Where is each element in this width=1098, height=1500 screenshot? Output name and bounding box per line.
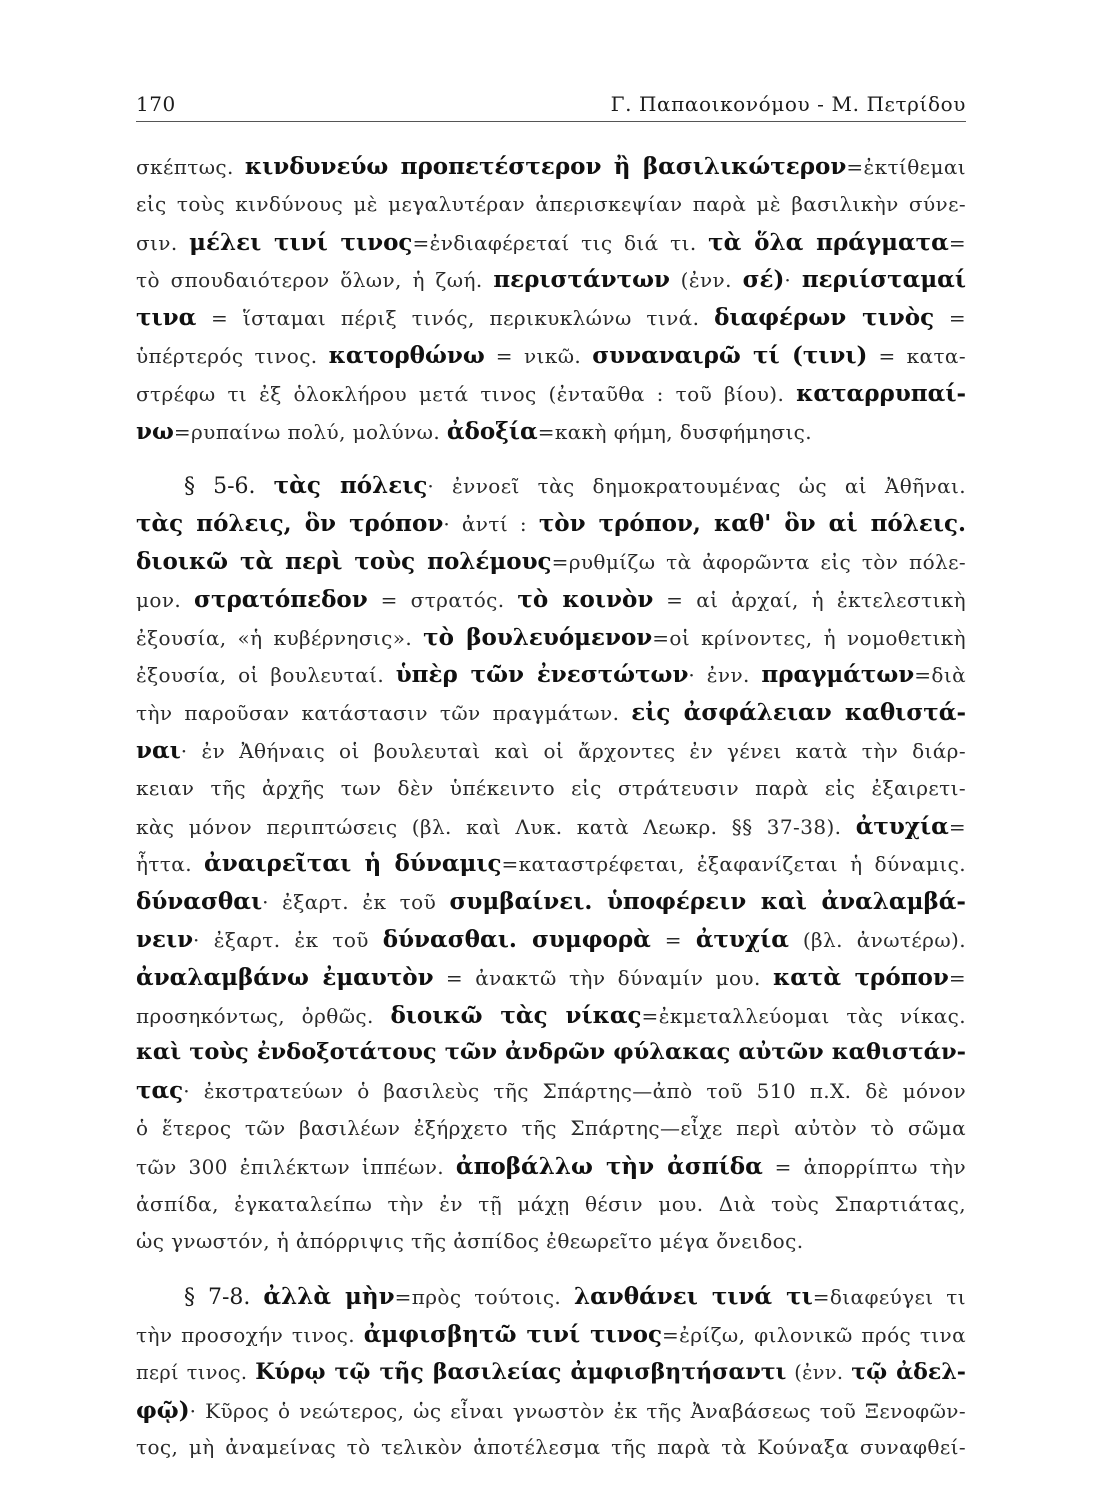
lemma-term: εἰς ἀσφάλειαν καθιστά- <box>631 699 966 727</box>
gloss-text: = <box>934 306 966 331</box>
paragraph-gap <box>136 1261 966 1278</box>
text-line <box>136 1186 966 1224</box>
gloss-text: = <box>948 814 966 839</box>
text-line <box>136 1034 966 1072</box>
text-line <box>136 619 966 657</box>
text-line <box>136 543 966 581</box>
lemma-term: διαφέρων τινὸς <box>714 304 935 332</box>
gloss-text: εἰς τοὺς κινδύνους μὲ μεγαλυτέραν ἀπερισκεψίαν παρὰ μὲ βασιλικὴν σύνε- <box>136 191 966 216</box>
gloss-text: = νικῶ. <box>484 343 593 368</box>
lemma-term: τῷ ἀδελ- <box>851 1358 966 1385</box>
gloss-text: =ρυπαίνω πολύ, μολύνω. <box>173 419 447 444</box>
lemma-term: ἀλλὰ μὴν <box>263 1283 395 1311</box>
lemma-term: δύνασθαι. συμφορὰ <box>382 925 651 953</box>
text-line <box>136 337 966 375</box>
lemma-term: καταρρυπαί- <box>796 379 966 407</box>
text-line <box>136 148 966 186</box>
gloss-text: = ἵσταμαι πέριξ τινός, περικυκλώνω τινά. <box>196 306 715 331</box>
lemma-term: δύνασθαι <box>136 888 263 916</box>
lemma-term: Κύρῳ τῷ τῆς βασιλείας ἀμφισβητήσαντι <box>255 1358 787 1385</box>
gloss-text: · <box>784 268 802 293</box>
text-line <box>136 299 966 337</box>
lemma-term: περιίσταμαί <box>801 266 966 294</box>
text-line <box>136 581 966 619</box>
gloss-text: = ἀνακτῶ τὴν δύναμίν μου. <box>433 965 773 990</box>
gloss-text: = ἀπορρίπτω τὴν <box>762 1154 966 1179</box>
lemma-term: διοικῶ τὰς νίκας <box>390 1001 642 1029</box>
text-line <box>136 467 966 505</box>
gloss-text: ὡς γνωστόν, ἡ ἀπόρριψις τῆς ἀσπίδος ἐθεωρεῖτο μέγα ὄνειδος. <box>136 1229 804 1254</box>
gloss-text: = <box>948 965 966 990</box>
paragraph-gap <box>136 450 966 467</box>
text-line <box>136 1278 966 1316</box>
text-line <box>136 921 966 959</box>
gloss-text: στρέφω τι ἐξ ὁλοκλήρου μετά τινος (ἐνταῦθα : τοῦ βίου). <box>136 381 797 406</box>
lemma-term: διοικῶ τὰ περὶ τοὺς πολέμους <box>136 547 552 575</box>
lemma-term: συναναιρῶ τί (τινι) <box>592 341 868 369</box>
lemma-term: κινδυνεύω προπετέστερον ἢ βασιλικώτερον <box>244 153 847 180</box>
lemma-term: σέ) <box>742 266 785 294</box>
gloss-text: · ἐξαρτ. ἐκ τοῦ <box>193 927 383 952</box>
gloss-text: =διαφεύγει τι <box>812 1285 966 1310</box>
gloss-text: (ἐνν. <box>786 1360 852 1384</box>
text-line <box>136 959 966 997</box>
lemma-term: τινα <box>136 304 197 332</box>
gloss-text: ἐξουσία, «ἡ κυβέρνησις». <box>136 625 424 650</box>
gloss-text: (ἐνν. <box>669 268 743 293</box>
lemma-term: ὑπὲρ τῶν ἐνεστώτων <box>395 661 689 689</box>
gloss-text: = στρατός. <box>367 587 518 612</box>
lemma-term: ἀποβάλλω τὴν ἀσπίδα <box>455 1152 763 1180</box>
lemma-term: μέλει τινί τινος <box>189 228 413 256</box>
gloss-text: τος, μὴ ἀναμείνας τὸ τελικὸν ἀποτέλεσμα τῆς παρὰ τὰ Κούναξα συναφθεί- <box>136 1435 966 1460</box>
lemma-term: λανθάνει τινά τι <box>573 1283 813 1311</box>
gloss-text: κὰς μόνον περιπτώσεις (βλ. καὶ Λυκ. κατὰ Λεωκρ. §§ 37-38). <box>136 814 856 839</box>
text-line <box>136 375 966 413</box>
lemma-term: τὸ κοινὸν <box>517 585 654 613</box>
gloss-text: =ἐκτίθεμαι <box>846 155 966 179</box>
gloss-text: σιν. <box>136 230 190 255</box>
text-line <box>136 732 966 770</box>
text-line <box>136 770 966 808</box>
text-line <box>136 845 966 883</box>
text-line <box>136 883 966 921</box>
gloss-text: · ἐκστρατεύων ὁ βασιλεὺς τῆς Σπάρτης—ἀπὸ τοῦ 510 π.Χ. δὲ μόνον <box>183 1079 966 1104</box>
lemma-term: συμβαίνει. ὑποφέρειν καὶ ἀναλαμβά- <box>449 888 966 916</box>
lemma-term: στρατόπεδον <box>194 585 368 613</box>
lemma-term: ἀναλαμβάνω ἐμαυτὸν <box>136 963 434 991</box>
text-line <box>136 1354 966 1392</box>
text-line <box>136 505 966 543</box>
gloss-text: · Κῦρος ὁ νεώτερος, ὡς εἶναι γνωστὸν ἐκ τῆς Ἀναβάσεως τοῦ Ξενοφῶν- <box>189 1398 966 1423</box>
text-line <box>136 656 966 694</box>
text-line <box>136 808 966 846</box>
gloss-text: = <box>948 230 966 255</box>
lemma-term: ἀμφισβητῶ τινί τινος <box>363 1320 662 1348</box>
gloss-text: =οἱ κρίνοντες, ἡ νομοθετικὴ <box>652 625 966 650</box>
gloss-text: ὑπέρτερός τινος. <box>136 343 329 368</box>
gloss-text: · ἐξαρτ. ἐκ τοῦ <box>262 890 450 915</box>
gloss-text: =πρὸς τούτοις. <box>394 1285 574 1310</box>
gloss-text: =κακὴ φήμη, δυσφήμησις. <box>537 419 813 444</box>
text-line <box>136 1429 966 1467</box>
text-line <box>136 224 966 262</box>
lemma-term: κατορθώνω <box>328 341 485 369</box>
lemma-term: ἀδοξία <box>446 417 538 445</box>
gloss-text: ὁ ἕτερος τῶν βασιλέων ἐξήρχετο τῆς Σπάρτης—εἶχε περὶ αὐτὸν τὸ σῶμα <box>136 1115 966 1140</box>
gloss-text: = κατα- <box>867 343 966 368</box>
gloss-text: · ἀντί : <box>443 512 539 537</box>
header-rule <box>136 121 966 122</box>
lemma-term: νω <box>136 417 174 445</box>
gloss-text: σκέπτως. <box>136 155 245 179</box>
lemma-term: τας <box>136 1077 184 1105</box>
lemma-term: νειν <box>136 925 194 953</box>
text-line <box>136 1316 966 1354</box>
page-header <box>136 88 966 120</box>
lemma-term: κατὰ τρόπον <box>772 963 949 991</box>
gloss-text: · ἐν Ἀθήναις οἱ βουλευταὶ καὶ οἱ ἄρχοντες ἐν γένει κατὰ τὴν διάρ- <box>180 738 966 763</box>
gloss-text: · ἐννοεῖ τὰς δημοκρατουμένας ὡς αἱ Ἀθῆναι. <box>427 474 966 499</box>
lemma-term: ἀτυχία <box>695 925 789 953</box>
text-line <box>136 1110 966 1148</box>
section-number: § 5-6. <box>184 474 274 500</box>
page-number: 170 <box>136 92 176 116</box>
gloss-text: =ρυθμίζω τὰ ἀφορῶντα εἰς τὸν πόλε- <box>551 549 966 574</box>
lemma-term: περιστάντων <box>493 266 670 294</box>
lemma-term: τὰ ὅλα πράγματα <box>708 228 949 256</box>
gloss-text: =ἐνδιαφέρεταί τις διά τι. <box>412 230 709 255</box>
lemma-term: ἀναιρεῖται ἡ δύναμις <box>204 850 502 878</box>
gloss-text: ἀσπίδα, ἐγκαταλείπω τὴν ἐν τῇ μάχῃ θέσιν μου. Διὰ τοὺς Σπαρτιάτας, <box>136 1191 966 1216</box>
lemma-term: τὰς πόλεις <box>273 472 428 500</box>
gloss-text: ἐξουσία, οἱ βουλευταί. <box>136 663 396 688</box>
text-line <box>136 1148 966 1186</box>
gloss-text: τὸ σπουδαιότερον ὅλων, ἡ ζωή. <box>136 268 494 293</box>
gloss-text: περί τινος. <box>136 1360 256 1384</box>
lemma-term: τὸν τρόπον, καθ' ὃν αἱ πόλεις. <box>538 510 966 538</box>
text-line <box>136 1392 966 1430</box>
gloss-text: τῶν 300 ἐπιλέκτων ἱππέων. <box>136 1154 456 1179</box>
text-line <box>136 261 966 299</box>
gloss-text: μον. <box>136 587 195 612</box>
gloss-text: · ἐνν. <box>688 663 762 688</box>
text-line <box>136 997 966 1035</box>
gloss-text: = αἱ ἀρχαί, ἡ ἐκτελεστικὴ <box>653 587 966 612</box>
section-number: § 7-8. <box>184 1285 264 1311</box>
gloss-text: =καταστρέφεται, ἐξαφανίζεται ἡ δύναμις. <box>501 852 966 877</box>
lemma-term: ἀτυχία <box>855 812 949 840</box>
lemma-term: τὸ βουλευόμενον <box>423 623 653 651</box>
gloss-text: ἧττα. <box>136 852 205 877</box>
gloss-text: τὴν παροῦσαν κατάστασιν τῶν πραγμάτων. <box>136 701 632 726</box>
gloss-text: (βλ. ἀνωτέρω). <box>788 927 966 952</box>
gloss-text: =ἐκμεταλλεύομαι τὰς νίκας. <box>641 1003 966 1028</box>
gloss-text: =διὰ <box>914 663 966 688</box>
text-line <box>136 186 966 224</box>
text-line <box>136 413 966 451</box>
gloss-text: προσηκόντως, ὀρθῶς. <box>136 1003 391 1028</box>
gloss-text: =ἐρίζω, φιλονικῶ πρός τινα <box>662 1322 966 1347</box>
lemma-term: τὰς πόλεις, ὃν τρόπον <box>136 510 444 538</box>
gloss-text: = <box>650 927 696 952</box>
lemma-term: φῷ) <box>136 1396 190 1424</box>
running-head: Γ. Παπαοικονόμου - Μ. Πετρίδου <box>610 92 966 116</box>
text-line <box>136 694 966 732</box>
lemma-term: ναι <box>136 736 181 764</box>
gloss-text: τὴν προσοχήν τινος. <box>136 1322 364 1347</box>
lemma-term: πραγμάτων <box>761 661 915 689</box>
text-line <box>136 1223 966 1261</box>
gloss-text: κειαν τῆς ἀρχῆς των δὲν ὑπέκειντο εἰς στράτευσιν παρὰ εἰς ἐξαιρετι- <box>136 775 966 800</box>
text-line <box>136 1072 966 1110</box>
commentary-text <box>136 148 966 1467</box>
lemma-term: καὶ τοὺς ἐνδοξοτάτους τῶν ἀνδρῶν φύλακας αὐτῶν καθιστάν- <box>136 1039 966 1066</box>
